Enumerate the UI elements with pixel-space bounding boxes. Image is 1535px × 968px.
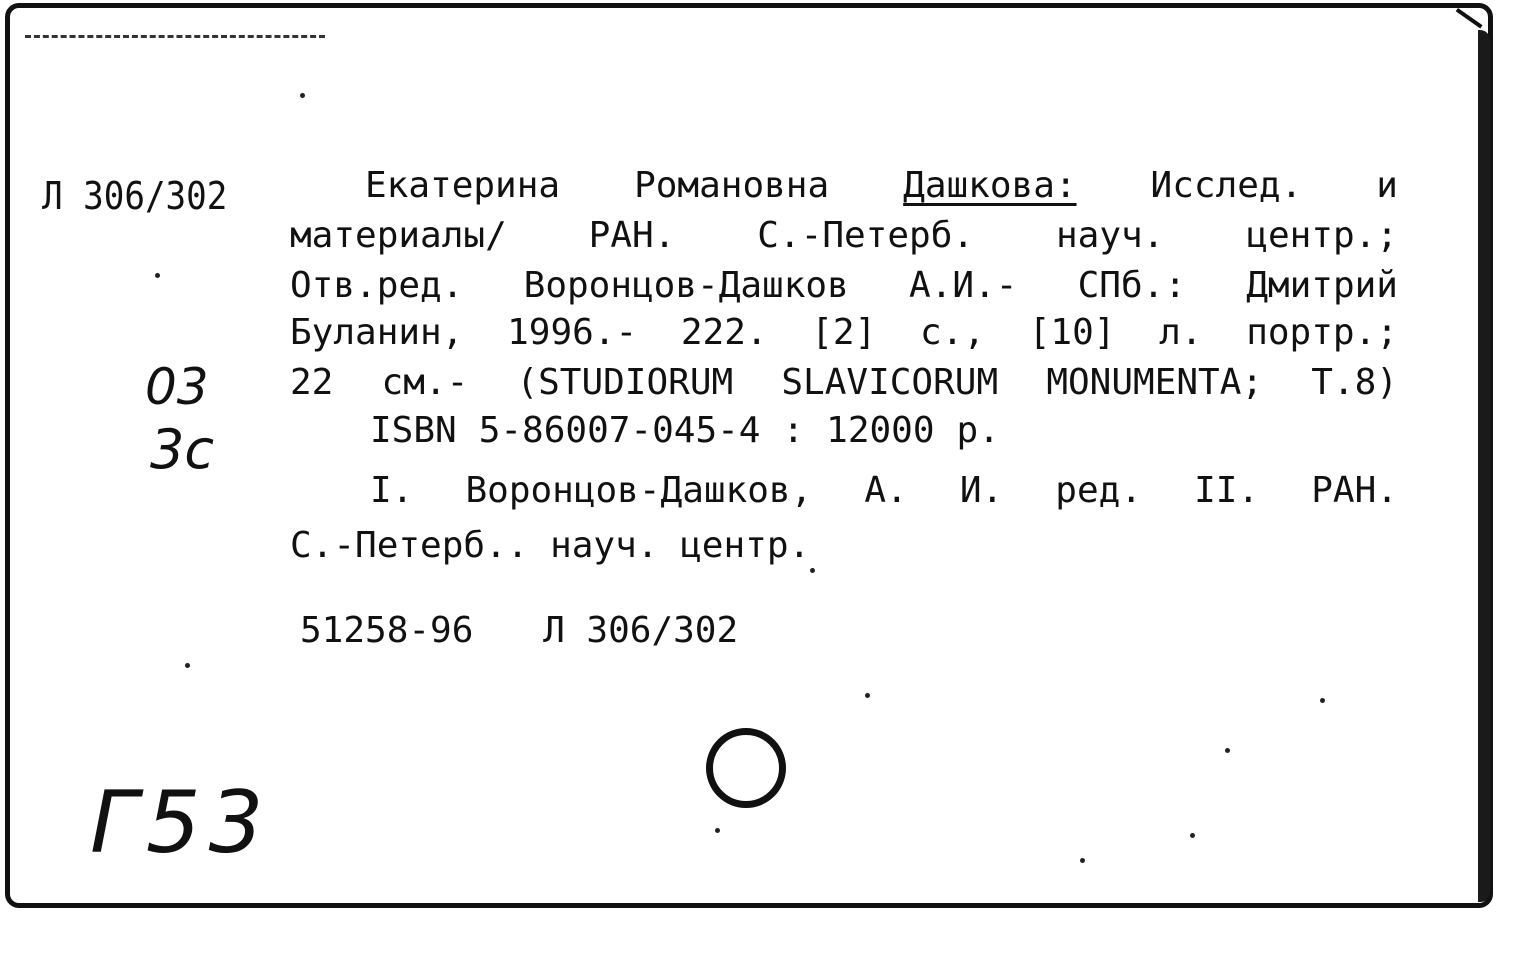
word: [2] — [811, 312, 877, 353]
punch-hole — [706, 728, 786, 808]
word: Буланин, — [290, 312, 464, 353]
word: А.И.- — [909, 265, 1018, 306]
word: Романовна — [634, 165, 830, 206]
speck — [1190, 833, 1195, 838]
call-number: Л 306/302 — [42, 174, 228, 218]
speck — [1080, 858, 1085, 863]
speck — [865, 693, 870, 698]
word: Дмитрий — [1246, 265, 1398, 306]
currency: р. — [956, 410, 1000, 451]
inventory-line — [300, 608, 786, 654]
index-line-1 — [370, 468, 1398, 514]
word: I. — [370, 470, 414, 511]
speck — [1320, 698, 1325, 703]
word: А. — [864, 470, 908, 511]
word: Т.8) — [1311, 362, 1398, 403]
speck — [300, 93, 305, 98]
word: SLAVICORUM — [781, 362, 999, 403]
word: 22 — [290, 362, 334, 403]
word: науч. — [1055, 215, 1165, 256]
word: материалы/ — [290, 215, 507, 256]
word: с., — [919, 312, 986, 353]
word: (STUDIORUM — [516, 362, 734, 403]
speck — [185, 663, 190, 668]
word: MONUMENTA; — [1046, 362, 1264, 403]
speck — [810, 568, 815, 573]
word: и — [1376, 165, 1398, 206]
colon: : — [782, 410, 805, 451]
surname-underlined: Дашкова: — [903, 165, 1077, 206]
word: РАН. — [588, 215, 676, 256]
word: центр.; — [1246, 215, 1398, 256]
word: С.-Петерб. — [757, 215, 975, 256]
word: РАН. — [1311, 470, 1398, 511]
word: [10] — [1028, 312, 1116, 353]
price: 12000 — [826, 410, 935, 451]
word: II. — [1194, 470, 1260, 511]
corner-fold-mark — [1438, 8, 1482, 53]
word: Исслед. — [1150, 165, 1303, 206]
isbn-label: ISBN — [370, 410, 457, 451]
index-line-2-text: С.-Петерб.. науч. центр. — [290, 525, 811, 566]
speck — [1225, 748, 1230, 753]
word: Воронцов-Дашков, — [465, 470, 813, 511]
word: портр.; — [1246, 312, 1398, 353]
word: л. — [1159, 312, 1203, 353]
word: 1996.- — [507, 312, 638, 353]
entry-line-2 — [290, 213, 1398, 259]
speck — [715, 828, 720, 833]
isbn-number: 5-86007-045-4 — [478, 410, 761, 451]
word: см.- — [381, 362, 469, 403]
catalog-card — [5, 3, 1493, 908]
word: Отв.ред. — [290, 265, 464, 306]
isbn-line — [370, 408, 1398, 454]
word: Воронцов-Дашков — [523, 265, 849, 306]
top-dashed-rule — [25, 35, 325, 38]
handwritten-code-2: 3с — [150, 418, 215, 481]
inventory-call-number: Л 306/302 — [543, 610, 739, 651]
handwritten-shelf-mark: Г53 — [90, 773, 272, 873]
word: Екатерина — [365, 165, 561, 206]
index-line-2 — [290, 523, 1398, 569]
speck — [155, 273, 160, 278]
word: 222. — [680, 312, 768, 353]
word: И. — [959, 470, 1004, 511]
handwritten-code-1: 03 — [145, 358, 209, 416]
entry-line-5 — [290, 360, 1398, 406]
word: СПб.: — [1077, 265, 1186, 306]
inventory-number: 51258-96 — [300, 610, 474, 651]
entry-line-3 — [290, 263, 1398, 309]
word: ред. — [1055, 470, 1142, 511]
entry-line-1 — [290, 163, 1398, 209]
card-right-edge-shadow — [1478, 30, 1490, 902]
entry-line-4 — [290, 310, 1398, 356]
